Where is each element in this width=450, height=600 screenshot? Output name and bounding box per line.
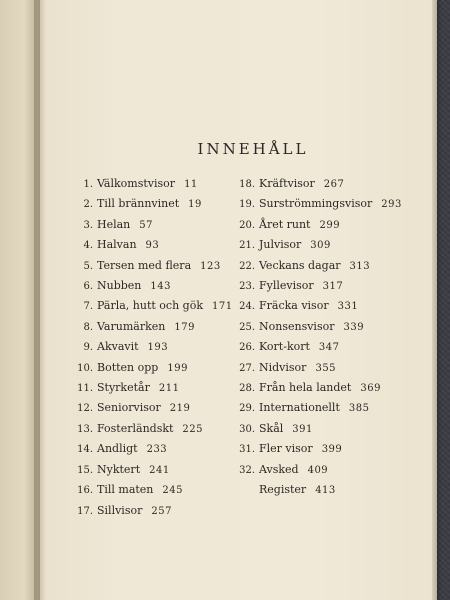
toc-entry: [76, 378, 236, 398]
chapter-title: Nyktert: [97, 462, 141, 476]
page-number: 241: [149, 464, 170, 476]
chapter-number: 11.: [77, 383, 93, 395]
page-number: 219: [169, 403, 191, 415]
chapter-title: Till maten: [97, 483, 154, 497]
chapter-number: 29.: [239, 403, 255, 415]
chapter-title: Till brännvinet: [97, 197, 180, 211]
toc-entry: [238, 296, 398, 316]
chapter-number: 15.: [77, 464, 93, 476]
page-number: 413: [315, 485, 336, 497]
chapter-title: Fyllevisor: [259, 279, 314, 293]
toc-column-right: [238, 174, 402, 501]
chapter-title: Styrketår: [97, 381, 150, 395]
page-number: 331: [337, 301, 359, 313]
chapter-number: 21.: [239, 240, 255, 252]
chapter-title: Varumärken: [97, 319, 166, 333]
toc-column-left: [76, 174, 236, 521]
chapter-number: 7.: [83, 301, 93, 313]
chapter-title: Fräcka visor: [259, 299, 329, 313]
chapter-number: 6.: [83, 281, 93, 293]
chapter-title: Välkomstvisor: [97, 177, 176, 190]
page-number: 143: [150, 281, 171, 293]
chapter-number: 19.: [239, 199, 255, 211]
toc-entry: [238, 215, 398, 235]
page-number: 347: [318, 342, 340, 354]
page-number: 309: [310, 240, 331, 252]
toc-entry: [76, 215, 236, 235]
page-number: 339: [343, 321, 365, 333]
chapter-title: Nubben: [97, 279, 142, 293]
page-number: 391: [292, 423, 313, 435]
chapter-number: 18.: [239, 179, 255, 190]
toc-entry: [76, 419, 236, 439]
toc-entry: [238, 174, 398, 194]
chapter-title: Fler visor: [259, 442, 313, 456]
chapter-title: Kräftvisor: [259, 177, 315, 190]
toc-entry: [76, 317, 236, 337]
chapter-number: 32.: [239, 464, 255, 476]
chapter-title: Internationellt: [259, 401, 340, 415]
chapter-title: Pärla, hutt och gök: [97, 299, 203, 313]
chapter-number: 12.: [77, 403, 93, 415]
chapter-title: Halvan: [97, 238, 137, 252]
toc-entry-register: [238, 480, 398, 500]
page-number: 57: [139, 219, 153, 231]
page-number: 267: [323, 179, 345, 190]
chapter-number: 23.: [239, 281, 255, 293]
page-number: 19: [188, 199, 202, 211]
toc-entry: [76, 194, 236, 214]
toc-entry: [76, 439, 236, 459]
chapter-title: Andligt: [97, 442, 138, 456]
chapter-title: Kort-kort: [259, 340, 310, 354]
chapter-title: Fosterländskt: [97, 421, 174, 435]
chapter-number: 22.: [239, 260, 255, 272]
chapter-number: 3.: [83, 219, 93, 231]
toc-entry: [238, 194, 402, 214]
chapter-number: 17.: [77, 505, 93, 517]
page-number: 385: [348, 403, 370, 415]
chapter-title: Veckans dagar: [259, 258, 341, 272]
chapter-number: 4.: [83, 240, 93, 252]
register-title: Register: [259, 483, 307, 497]
chapter-title: Julvisor: [259, 238, 302, 252]
toc-entry: [76, 501, 236, 521]
toc-entry: [76, 174, 236, 194]
toc-entry: [238, 398, 398, 418]
page-number: 93: [145, 240, 160, 252]
page-number: 179: [174, 321, 195, 333]
page-number: 245: [162, 485, 183, 497]
page-number: 293: [381, 199, 402, 211]
page-number: 257: [151, 505, 172, 517]
toc-entry: [238, 235, 398, 255]
toc-entry: [76, 398, 236, 418]
page-number: 199: [167, 362, 188, 374]
chapter-title: Året runt: [259, 217, 311, 231]
page-number: 369: [360, 383, 381, 395]
chapter-number: 2.: [83, 199, 93, 211]
page-number: 233: [146, 444, 168, 456]
toc-entry: [238, 358, 398, 378]
chapter-title: Tersen med flera: [97, 258, 192, 272]
chapter-title: Nonsensvisor: [259, 319, 335, 333]
page-number: 171: [212, 301, 233, 313]
chapter-number: 9.: [83, 342, 93, 354]
book-gutter-shadow: [34, 0, 46, 600]
chapter-number: 20.: [239, 219, 255, 231]
chapter-number: 27.: [239, 362, 255, 374]
chapter-title: Seniorvisor: [97, 401, 161, 415]
toc-entry: [76, 337, 236, 357]
chapter-title: Från hela landet: [259, 381, 352, 395]
page-number: 409: [307, 464, 329, 476]
chapter-number: 25.: [239, 321, 255, 333]
toc-entry: [76, 480, 236, 500]
chapter-title: Helan: [97, 217, 131, 231]
page-title: INNEHÅLL: [197, 140, 309, 158]
toc-entry: [76, 296, 236, 316]
page-number: 225: [182, 423, 204, 435]
toc-entry: [76, 276, 236, 296]
chapter-number: 16.: [77, 485, 93, 497]
chapter-number: 30.: [239, 423, 255, 435]
chapter-title: Nidvisor: [259, 360, 307, 374]
chapter-number: 13.: [77, 423, 93, 435]
toc-entry: [238, 337, 398, 357]
toc-entry: [238, 256, 398, 276]
toc-entry: [238, 276, 398, 296]
toc-entry: [238, 317, 398, 337]
page-number: 123: [200, 260, 221, 272]
toc-entry: [238, 419, 398, 439]
chapter-number: 5.: [83, 260, 93, 272]
chapter-title: Surströmmingsvisor: [259, 197, 373, 211]
page-number: 211: [158, 383, 180, 395]
page-stack-edge: [432, 0, 437, 600]
chapter-number: 8.: [83, 321, 93, 333]
chapter-title: Avsked: [259, 462, 299, 476]
chapter-number: 28.: [239, 383, 255, 395]
page-number: 317: [322, 281, 344, 293]
chapter-title: Botten opp: [97, 360, 159, 374]
page-number: 399: [321, 444, 343, 456]
chapter-number: 24.: [239, 301, 255, 313]
page-number: 193: [147, 342, 169, 354]
toc-entry: [76, 358, 236, 378]
page-number: 11: [184, 179, 198, 190]
toc-entry: [238, 439, 398, 459]
toc-entry: [238, 378, 398, 398]
chapter-number: 26.: [239, 342, 255, 354]
chapter-number: 14.: [77, 444, 93, 456]
toc-entry: [76, 256, 236, 276]
chapter-title: Sillvisor: [97, 503, 143, 517]
chapter-number: 10.: [77, 362, 93, 374]
toc-entry: [238, 460, 398, 480]
chapter-number: 31.: [239, 444, 255, 456]
toc-entry: [76, 460, 236, 480]
chapter-number: 1.: [83, 179, 93, 190]
page-number: 299: [319, 219, 341, 231]
chapter-title: Akvavit: [97, 340, 139, 354]
chapter-title: Skål: [259, 421, 284, 435]
page-number: 355: [315, 362, 337, 374]
toc-entry: [76, 235, 236, 255]
page-number: 313: [349, 260, 371, 272]
